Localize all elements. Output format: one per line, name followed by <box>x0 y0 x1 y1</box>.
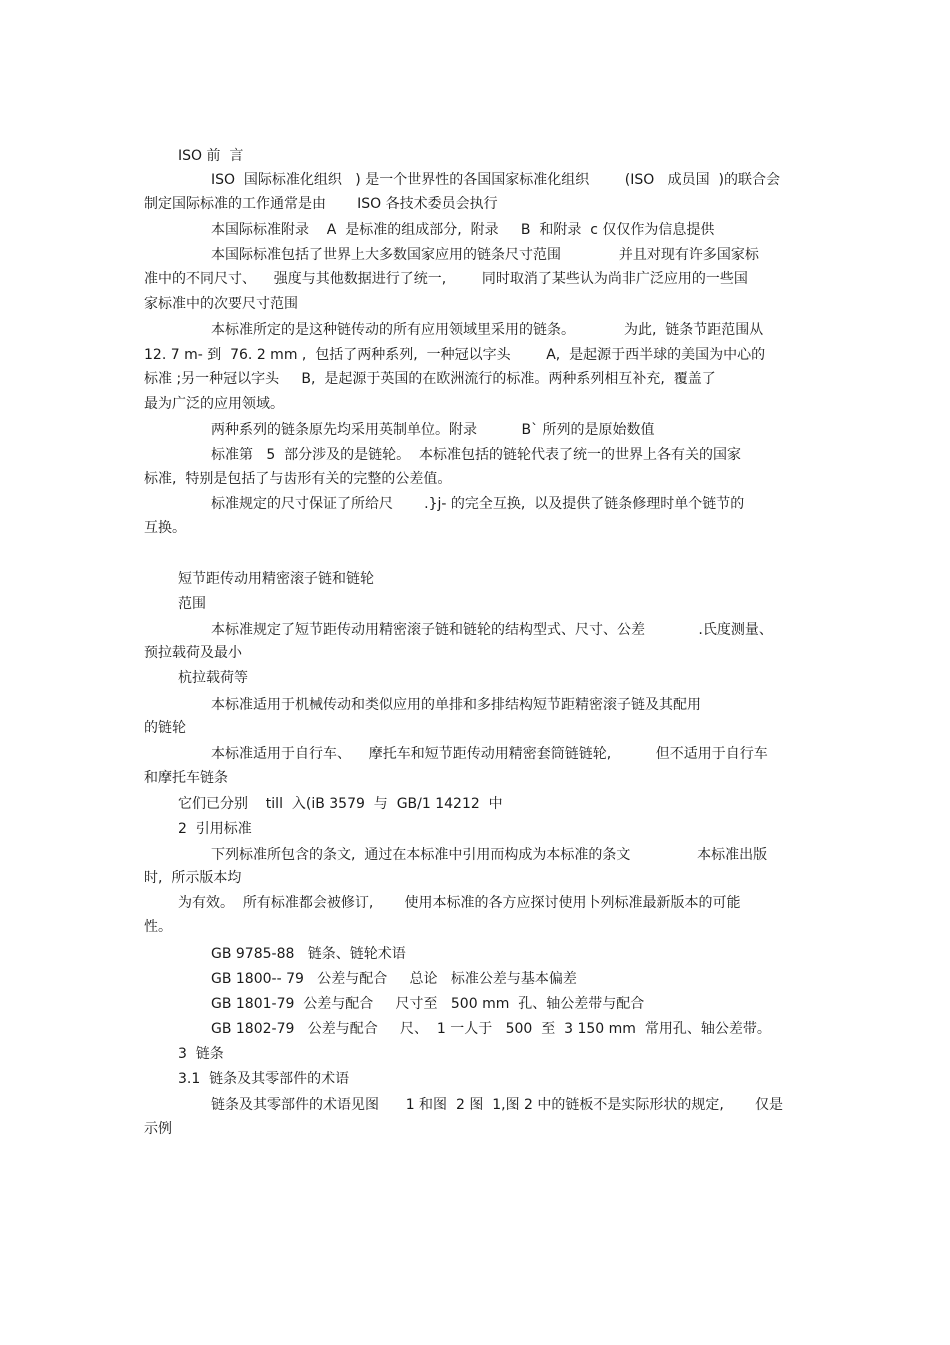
paragraph-line: 为有效。 所有标准都会被修订, 使用本标准的各方应探讨使用卜列标准最新版本的可能 <box>178 895 741 911</box>
paragraph-line: 制定国际标准的工作通常是由 ISO 各技术委员会执行 <box>144 196 498 212</box>
section-heading: 3 链条 <box>178 1046 224 1062</box>
paragraph-line: 本标准所定的是这种链传动的所有应用领域里采用的链条。 为此, 链条节距范围从 <box>211 322 764 338</box>
paragraph-line: 杭拉载荷等 <box>178 670 248 686</box>
paragraph-line: 时, 所示版本均 <box>144 870 242 886</box>
paragraph-line: 标准 ;另一种冠以字头 B, 是起源于英国的在欧洲流行的标准。两种系列相互补充, 覆盖了 <box>144 371 716 387</box>
reference-item: GB 1800-- 79 公差与配合 总论 标准公差与基本偏差 <box>211 971 577 987</box>
paragraph-line: 标准规定的尺寸保证了所给尺 .}j- 的完全互换, 以及提供了链条修理时单个链节的 <box>211 496 745 512</box>
subsection-heading: 3.1 链条及其零部件的术语 <box>178 1071 350 1087</box>
paragraph-line: ISO 国际标准化组织 ) 是一个世界性的各国国家标准化组织 (ISO 成员国 )的联合会 <box>211 172 781 188</box>
standard-title: 短节距传动用精密滚子链和链轮 <box>178 571 374 587</box>
paragraph-line: 12. 7 m- 到 76. 2 mm , 包括了两种系列, 一种冠以字头 A, 是起源于西半球的美国为中心的 <box>144 347 766 363</box>
paragraph-line: 链条及其零部件的术语见图 1 和图 2 图 1,图 2 中的链板不是实际形状的规定, 仅是 <box>211 1097 783 1113</box>
paragraph-line: 示例 <box>144 1121 172 1137</box>
paragraph-line: 互换。 <box>144 520 186 536</box>
paragraph-line: 下列标准所包含的条文, 通过在本标准中引用而构成为本标准的条文 本标准出版 <box>211 847 768 863</box>
reference-item: GB 1802-79 公差与配合 尺、 1 一人于 500 至 3 150 mm 常用孔、轴公差带。 <box>211 1021 771 1037</box>
paragraph-line: 两种系列的链条原先均采用英制单位。附录 B` 所列的是原始数值 <box>211 422 655 438</box>
paragraph-line: 家标准中的次要尺寸范围 <box>144 296 298 312</box>
paragraph-line: 标准第 5 部分涉及的是链轮。 本标准包括的链轮代表了统一的世界上各有关的国家 <box>211 447 742 463</box>
paragraph-line: 的链轮 <box>144 720 186 736</box>
paragraph-line: 标准, 特别是包括了与齿形有关的完整的公差值。 <box>144 471 452 487</box>
reference-item: GB 1801-79 公差与配合 尺寸至 500 mm 孔、轴公差带与配合 <box>211 996 645 1012</box>
paragraph-line: 和摩托车链条 <box>144 770 228 786</box>
paragraph-line: 性。 <box>144 919 172 935</box>
paragraph-line: 本标准适用于机械传动和类似应用的单排和多排结构短节距精密滚子链及其配用 <box>211 697 701 713</box>
paragraph-line: 最为广泛的应用领域。 <box>144 396 284 412</box>
preface-heading: ISO 前 言 <box>178 148 244 164</box>
paragraph-line: 它们已分别 till 入(iB 3579 与 GB/1 14212 中 <box>178 796 503 812</box>
section-heading: 2 引用标准 <box>178 821 252 837</box>
paragraph-line: 准中的不同尺寸、 强度与其他数据进行了统一, 同时取消了某些认为尚非广泛应用的一些国 <box>144 271 748 287</box>
paragraph-line: 本国际标准包括了世界上大多数国家应用的链条尺寸范围 并且对现有许多国家标 <box>211 247 759 263</box>
paragraph-line: 本标准规定了短节距传动用精密滚子链和链轮的结构型式、尺寸、公差 .氏度测量、 <box>211 622 773 638</box>
section-heading: 范围 <box>178 596 206 612</box>
paragraph-line: 本国际标准附录 A 是标准的组成部分, 附录 B 和附录 c 仅仅作为信息提供 <box>211 222 715 238</box>
paragraph-line: 本标准适用于自行车、 摩托车和短节距传动用精密套筒链链轮, 但不适用于自行车 <box>211 746 768 762</box>
paragraph-line: 预拉载荷及最小 <box>144 645 242 661</box>
reference-item: GB 9785-88 链条、链轮术语 <box>211 946 406 962</box>
